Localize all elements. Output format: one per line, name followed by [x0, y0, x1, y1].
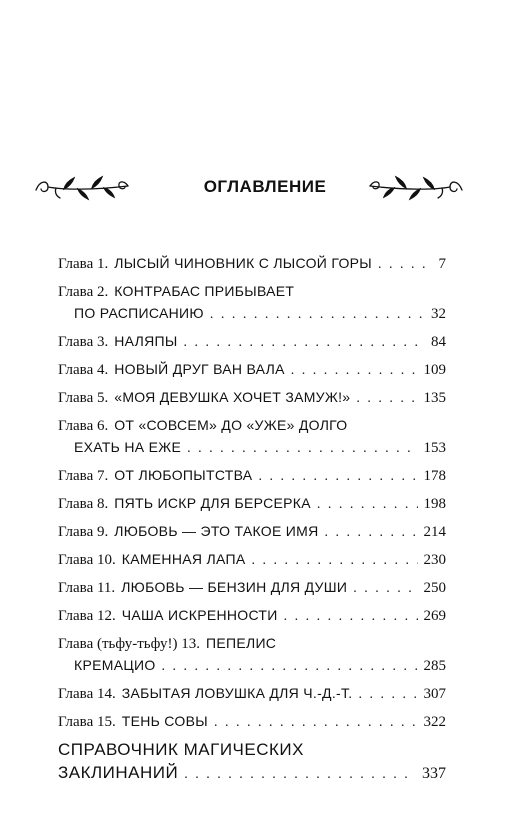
page-number: 7	[438, 256, 446, 272]
toc-entry-chapter-6[interactable]	[58, 414, 446, 458]
toc-entry-chapter-13[interactable]	[58, 632, 446, 676]
toc-entry-chapter-14[interactable]	[58, 682, 446, 704]
chapter-title: ТЕНЬ СОВЫ	[121, 713, 208, 729]
toc-entry-chapter-1[interactable]	[58, 252, 446, 274]
chapter-title: КОНТРАБАС ПРИБЫВАЕТ	[114, 283, 295, 299]
dot-leader	[284, 606, 418, 628]
chapter-number: Глава 8.	[58, 496, 109, 512]
page-number: 32	[431, 306, 446, 322]
chapter-number: Глава (тьфу-тьфу!) 13.	[58, 636, 200, 652]
chapter-number: Глава 10.	[58, 552, 116, 568]
page-number: 198	[423, 496, 446, 512]
toc-entry-chapter-12[interactable]	[58, 604, 446, 626]
dot-leader	[353, 578, 417, 600]
page-number: 250	[423, 580, 446, 596]
chapter-title: ЧАША ИСКРЕННОСТИ	[121, 607, 278, 623]
page-number: 214	[423, 524, 446, 540]
chapter-title-continued: КРЕМАЦИО	[74, 657, 156, 673]
page-number: 230	[423, 552, 446, 568]
page-number: 109	[423, 362, 446, 378]
page-number: 285	[423, 658, 446, 674]
page-number: 269	[423, 608, 446, 624]
chapter-number: Глава 1.	[58, 256, 109, 272]
dot-leader	[184, 763, 416, 786]
dot-leader	[378, 254, 433, 276]
dot-leader	[317, 494, 418, 516]
toc-entry-chapter-7[interactable]	[58, 464, 446, 486]
chapter-title: НОВЫЙ ДРУГ ВАН ВАЛА	[114, 361, 285, 377]
dot-leader	[358, 684, 417, 706]
chapter-number: Глава 6.	[58, 418, 109, 434]
dot-leader	[184, 332, 425, 354]
chapter-title: ЛЮБОВЬ — БЕНЗИН ДЛЯ ДУШИ	[121, 579, 348, 595]
chapter-number: Глава 4.	[58, 362, 109, 378]
page-number: 337	[422, 765, 446, 782]
toc-entry-chapter-5[interactable]	[58, 386, 446, 408]
chapter-number: Глава 9.	[58, 524, 109, 540]
right-floral-ornament-icon	[368, 170, 464, 204]
chapter-title: НАЛЯПЫ	[114, 333, 178, 349]
chapter-title: ЛЫСЫЙ ЧИНОВНИК С ЛЫСОЙ ГОРЫ	[114, 255, 372, 271]
dot-leader	[325, 522, 418, 544]
page-number: 135	[423, 390, 446, 406]
page-number: 153	[423, 440, 446, 456]
page-title: ОГЛАВЛЕНИЕ	[203, 177, 327, 196]
dot-leader	[356, 388, 417, 410]
dot-leader	[251, 550, 417, 572]
chapter-number: Глава 11.	[58, 580, 116, 596]
page-number: 84	[431, 334, 446, 350]
chapter-number: Глава 3.	[58, 334, 109, 350]
dot-leader	[258, 466, 417, 488]
table-of-contents	[58, 252, 446, 790]
toc-entry-chapter-10[interactable]	[58, 548, 446, 570]
page-number: 322	[423, 714, 446, 730]
chapter-number: Глава 7.	[58, 468, 109, 484]
chapter-title: «МОЯ ДЕВУШКА ХОЧЕТ ЗАМУЖ!»	[114, 389, 351, 405]
chapter-title: ПЯТЬ ИСКР ДЛЯ БЕРСЕРКА	[114, 495, 311, 511]
chapter-title: ОТ «СОВСЕМ» ДО «УЖЕ» ДОЛГО	[114, 417, 348, 433]
toc-entry-chapter-2[interactable]	[58, 280, 446, 324]
chapter-title: ОТ ЛЮБОПЫТСТВА	[114, 467, 253, 483]
chapter-number: Глава 12.	[58, 608, 116, 624]
chapter-title: КАМЕННАЯ ЛАПА	[121, 551, 246, 567]
dot-leader	[187, 438, 417, 460]
chapter-number: Глава 14.	[58, 686, 116, 702]
appendix-title-continued: ЗАКЛИНАНИЙ	[58, 763, 179, 782]
chapter-title: ЛЮБОВЬ — ЭТО ТАКОЕ ИМЯ	[114, 523, 319, 539]
toc-entry-chapter-15[interactable]	[58, 710, 446, 732]
toc-entry-chapter-4[interactable]	[58, 358, 446, 380]
dot-leader	[291, 360, 418, 382]
toc-entry-chapter-3[interactable]	[58, 330, 446, 352]
chapter-number: Глава 15.	[58, 714, 116, 730]
appendix-title: СПРАВОЧНИК МАГИЧЕСКИХ	[58, 740, 304, 759]
dot-leader	[162, 656, 418, 678]
toc-entry-chapter-8[interactable]	[58, 492, 446, 514]
toc-entry-appendix[interactable]	[58, 738, 446, 784]
left-floral-ornament-icon	[34, 170, 130, 204]
page-number: 178	[423, 468, 446, 484]
chapter-title: ЗАБЫТАЯ ЛОВУШКА ДЛЯ Ч.-Д.-Т.	[121, 685, 353, 701]
dot-leader	[210, 304, 425, 326]
chapter-number: Глава 5.	[58, 390, 109, 406]
chapter-number: Глава 2.	[58, 284, 109, 300]
chapter-title-continued: ПО РАСПИСАНИЮ	[74, 305, 204, 321]
page-number: 307	[423, 686, 446, 702]
toc-entry-chapter-11[interactable]	[58, 576, 446, 598]
toc-entry-chapter-9[interactable]	[58, 520, 446, 542]
chapter-title: ПЕПЕЛИС	[205, 635, 277, 651]
dot-leader	[214, 712, 418, 734]
toc-header	[0, 170, 530, 204]
chapter-title-continued: ЕХАТЬ НА ЕЖЕ	[74, 439, 182, 455]
